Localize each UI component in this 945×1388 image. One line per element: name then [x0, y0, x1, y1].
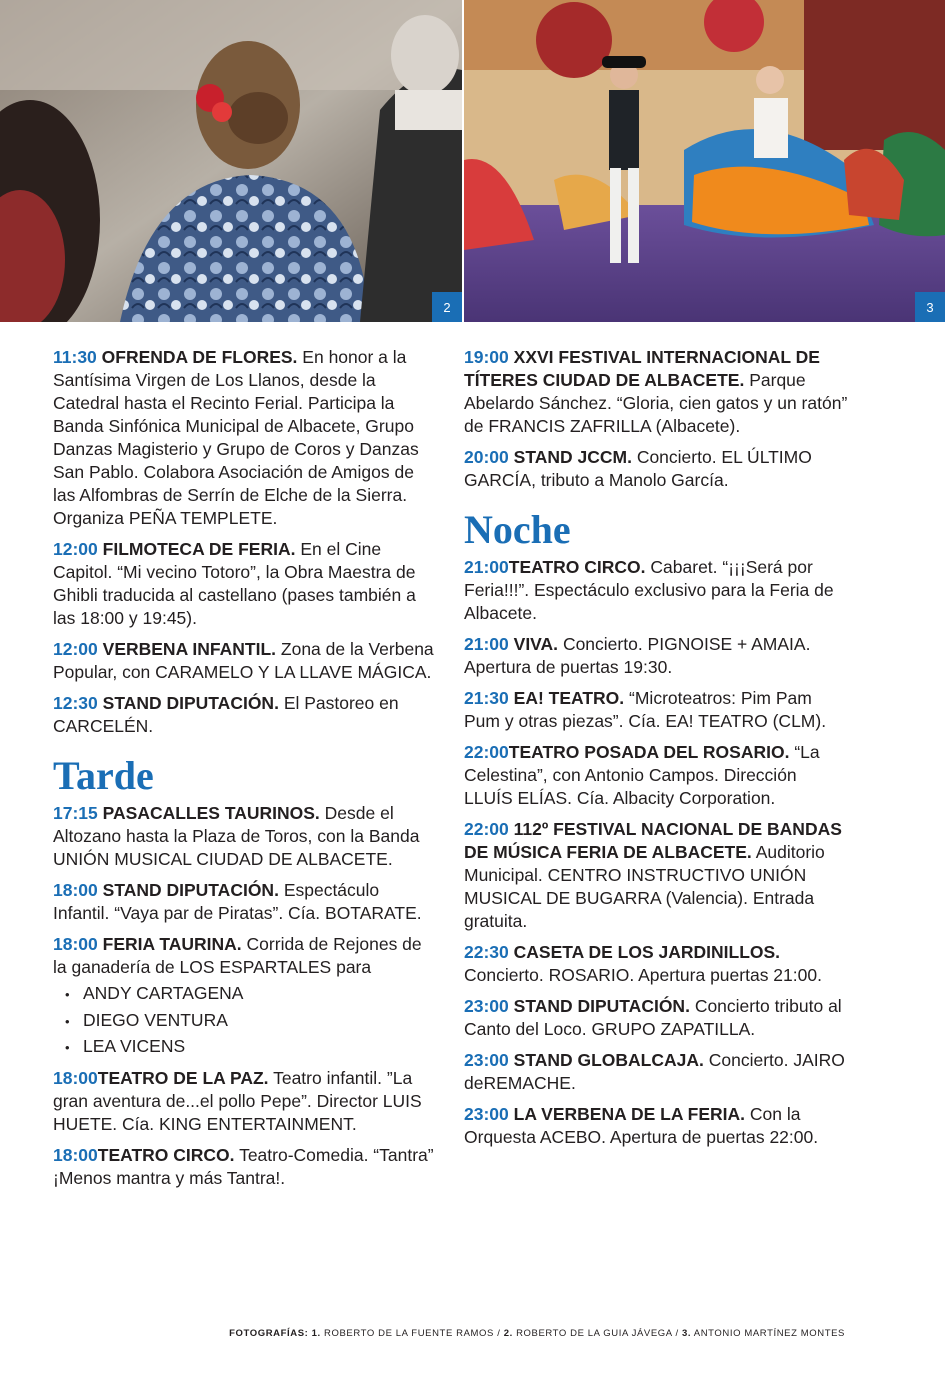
event-entry: [464, 687, 849, 733]
event-time: 18:00: [53, 880, 98, 900]
event-time: 21:00: [464, 634, 509, 654]
event-description: Concierto. EL ÚLTIMO GARCÍA, tributo a Manolo García.: [464, 447, 812, 490]
event-title: STAND DIPUTACIÓN.: [102, 693, 279, 713]
event-description: “Microteatros: Pim Pam Pum y otras piezas”. Cía. EA! TEATRO (CLM).: [464, 688, 827, 731]
event-description: Con la Orquesta ACEBO. Apertura de puertas 22:00.: [464, 1104, 819, 1147]
event-time: 21:00: [464, 557, 509, 577]
list-item: • DIEGO VENTURA: [65, 1008, 438, 1035]
morning-entries: [53, 346, 438, 738]
event-title: TEATRO CIRCO.: [97, 1144, 235, 1165]
event-entry: [53, 1144, 438, 1190]
event-entry: [464, 1103, 849, 1149]
event-title: VIVA.: [513, 634, 559, 654]
event-entry: [464, 633, 849, 679]
event-title: TEATRO DE LA PAZ.: [97, 1067, 269, 1088]
event-title: STAND GLOBALCAJA.: [513, 1050, 704, 1070]
event-time: 22:00: [464, 819, 509, 839]
event-entry: [53, 638, 438, 684]
event-description: En el Cine Capitol. “Mi vecino Totoro”, la Obra Maestra de Ghibli traducida al castellano (pases también a las 18:00 y 19:45).: [53, 539, 416, 628]
event-time: 23:00: [464, 1050, 509, 1070]
event-title: EA! TEATRO.: [513, 688, 625, 708]
event-time: 18:00: [53, 934, 98, 954]
event-title: TEATRO CIRCO.: [508, 557, 646, 577]
event-title: TEATRO POSADA DEL ROSARIO.: [508, 742, 790, 762]
event-entry: [464, 941, 849, 987]
credit-number: 3.: [681, 1328, 692, 1339]
event-time: 19:00: [464, 347, 509, 367]
event-entry: [464, 446, 849, 492]
event-title: PASACALLES TAURINOS.: [102, 803, 320, 823]
event-time: 12:00: [53, 639, 98, 659]
event-entry: [53, 538, 438, 630]
event-time: 21:30: [464, 688, 509, 708]
event-description: Teatro-Comedia. “Tantra” ¡Menos mantra y más Tantra!.: [53, 1144, 434, 1188]
list-item: • LEA VICENS: [65, 1034, 438, 1061]
event-time: 18:00: [53, 1067, 98, 1088]
event-title: STAND JCCM.: [513, 447, 632, 467]
event-description: Corrida de Rejones de la ganadería de LOS ESPARTALES para: [53, 934, 422, 977]
event-time: 17:15: [53, 803, 98, 823]
photo-strip: [0, 0, 945, 322]
left-column: [53, 346, 438, 1198]
event-description: Zona de la Verbena Popular, con CARAMELO Y LA LLAVE MÁGICA.: [53, 639, 434, 682]
event-time: 18:00: [53, 1144, 98, 1165]
event-time: 12:00: [53, 539, 98, 559]
event-entry: [53, 933, 438, 979]
event-entry: [464, 1049, 849, 1095]
event-time: 20:00: [464, 447, 509, 467]
photo-folk-dancers: [464, 0, 945, 322]
event-title: CASETA DE LOS JARDINILLOS.: [513, 942, 781, 962]
event-entry: [464, 741, 849, 810]
credits-label: FOTOGRAFÍAS:: [229, 1328, 309, 1339]
section-heading-tarde: Tarde: [53, 753, 154, 798]
event-time: 23:00: [464, 996, 509, 1016]
event-title: LA VERBENA DE LA FERIA.: [513, 1104, 746, 1124]
event-description: Auditorio Municipal. CENTRO INSTRUCTIVO UNIÓN MUSICAL DE BUGARRA (Valencia). Entrada gratuita.: [464, 842, 825, 931]
event-title: FERIA TAURINA.: [102, 934, 242, 954]
event-entry: [464, 346, 849, 438]
event-entry: [53, 802, 438, 871]
credit-number: 2.: [503, 1328, 513, 1339]
event-time: 23:00: [464, 1104, 509, 1124]
right-column: [464, 346, 849, 1157]
event-description: En honor a la Santísima Virgen de Los Llanos, desde la Catedral hasta el Recinto Ferial. Participa la Banda Sinfónica Municipal de Albacete, Grupo Danzas Magisterio y Grupo de Coros y Danzas San Pablo. Colabora Asociación de Amigos de las Alfombras de Serrín de Elche de la Sierra. Organiza PEÑA TEMPLETE.: [53, 347, 419, 528]
event-time: 22:00: [464, 742, 509, 762]
event-description: Concierto. JAIRO deREMACHE.: [464, 1050, 845, 1093]
event-title: STAND DIPUTACIÓN.: [513, 996, 690, 1016]
event-entry: [53, 346, 438, 530]
credit-name: ANTONIO MARTÍNEZ MONTES: [693, 1328, 845, 1339]
event-description: El Pastoreo en CARCELÉN.: [53, 693, 399, 736]
event-title: XXVI FESTIVAL INTERNACIONAL DE TÍTERES CIUDAD DE ALBACETE.: [464, 347, 820, 390]
event-entry: [53, 692, 438, 738]
event-entry: [464, 995, 849, 1041]
event-description: Concierto tributo al Canto del Loco. GRUPO ZAPATILLA.: [464, 996, 842, 1039]
event-title: 112º FESTIVAL NACIONAL DE BANDAS DE MÚSICA FERIA DE ALBACETE.: [464, 819, 842, 862]
photo-number-badge: 3: [915, 292, 945, 322]
event-title: FILMOTECA DE FERIA.: [102, 539, 296, 559]
event-entry: [53, 1067, 438, 1136]
event-description: Concierto. ROSARIO. Apertura puertas 21:00.: [464, 965, 822, 985]
event-description: Teatro infantil. ”La gran aventura de...el pollo Pepe”. Director LUIS HUETE. Cía. KING ENTERTAINMENT.: [53, 1067, 422, 1134]
event-description: Cabaret. “¡¡¡Será por Feria!!!”. Espectáculo exclusivo para la Feria de Albacete.: [464, 557, 834, 623]
credit-name: ROBERTO DE LA GUIA JÁVEGA: [516, 1328, 673, 1339]
credit-number: 1.: [311, 1328, 321, 1339]
event-description: Desde el Altozano hasta la Plaza de Toros, con la Banda UNIÓN MUSICAL CIUDAD DE ALBACETE.: [53, 803, 420, 869]
event-description: Concierto. PIGNOISE + AMAIA. Apertura de puertas 19:30.: [464, 634, 811, 677]
event-title: STAND DIPUTACIÓN.: [102, 880, 279, 900]
event-title: VERBENA INFANTIL.: [102, 639, 277, 659]
event-time: 12:30: [53, 693, 98, 713]
rejoneadores-list: [53, 981, 438, 1061]
event-entry: [464, 818, 849, 933]
event-entry: [464, 556, 849, 625]
event-description: Espectáculo Infantil. “Vaya par de Piratas”. Cía. BOTARATE.: [53, 880, 422, 923]
event-time: 11:30: [53, 347, 97, 367]
event-time: 22:30: [464, 942, 509, 962]
event-description: Parque Abelardo Sánchez. “Gloria, cien gatos y un ratón” de FRANCIS ZAFRILLA (Albacete).: [464, 370, 848, 436]
event-title: OFRENDA DE FLORES.: [101, 347, 298, 367]
photo-folk-costume-shawl: [0, 0, 462, 322]
credit-name: ROBERTO DE LA FUENTE RAMOS: [324, 1328, 494, 1339]
list-item: • ANDY CARTAGENA: [65, 981, 438, 1008]
photo-shawl-illustration: [0, 0, 462, 322]
section-heading-noche: Noche: [464, 507, 571, 552]
event-description: “La Celestina”, con Antonio Campos. Dirección LLUÍS ELÍAS. Cía. Albacity Corporation.: [464, 742, 820, 808]
photo-number-badge: 2: [432, 292, 462, 322]
event-entry: [53, 879, 438, 925]
photo-credits: FOTOGRAFÍAS: 1. ROBERTO DE LA FUENTE RAMOS / 2. ROBERTO DE LA GUIA JÁVEGA / 3. ANTONIO MARTÍNEZ MONTES: [229, 1328, 845, 1339]
photo-dancers-illustration: [464, 0, 945, 322]
